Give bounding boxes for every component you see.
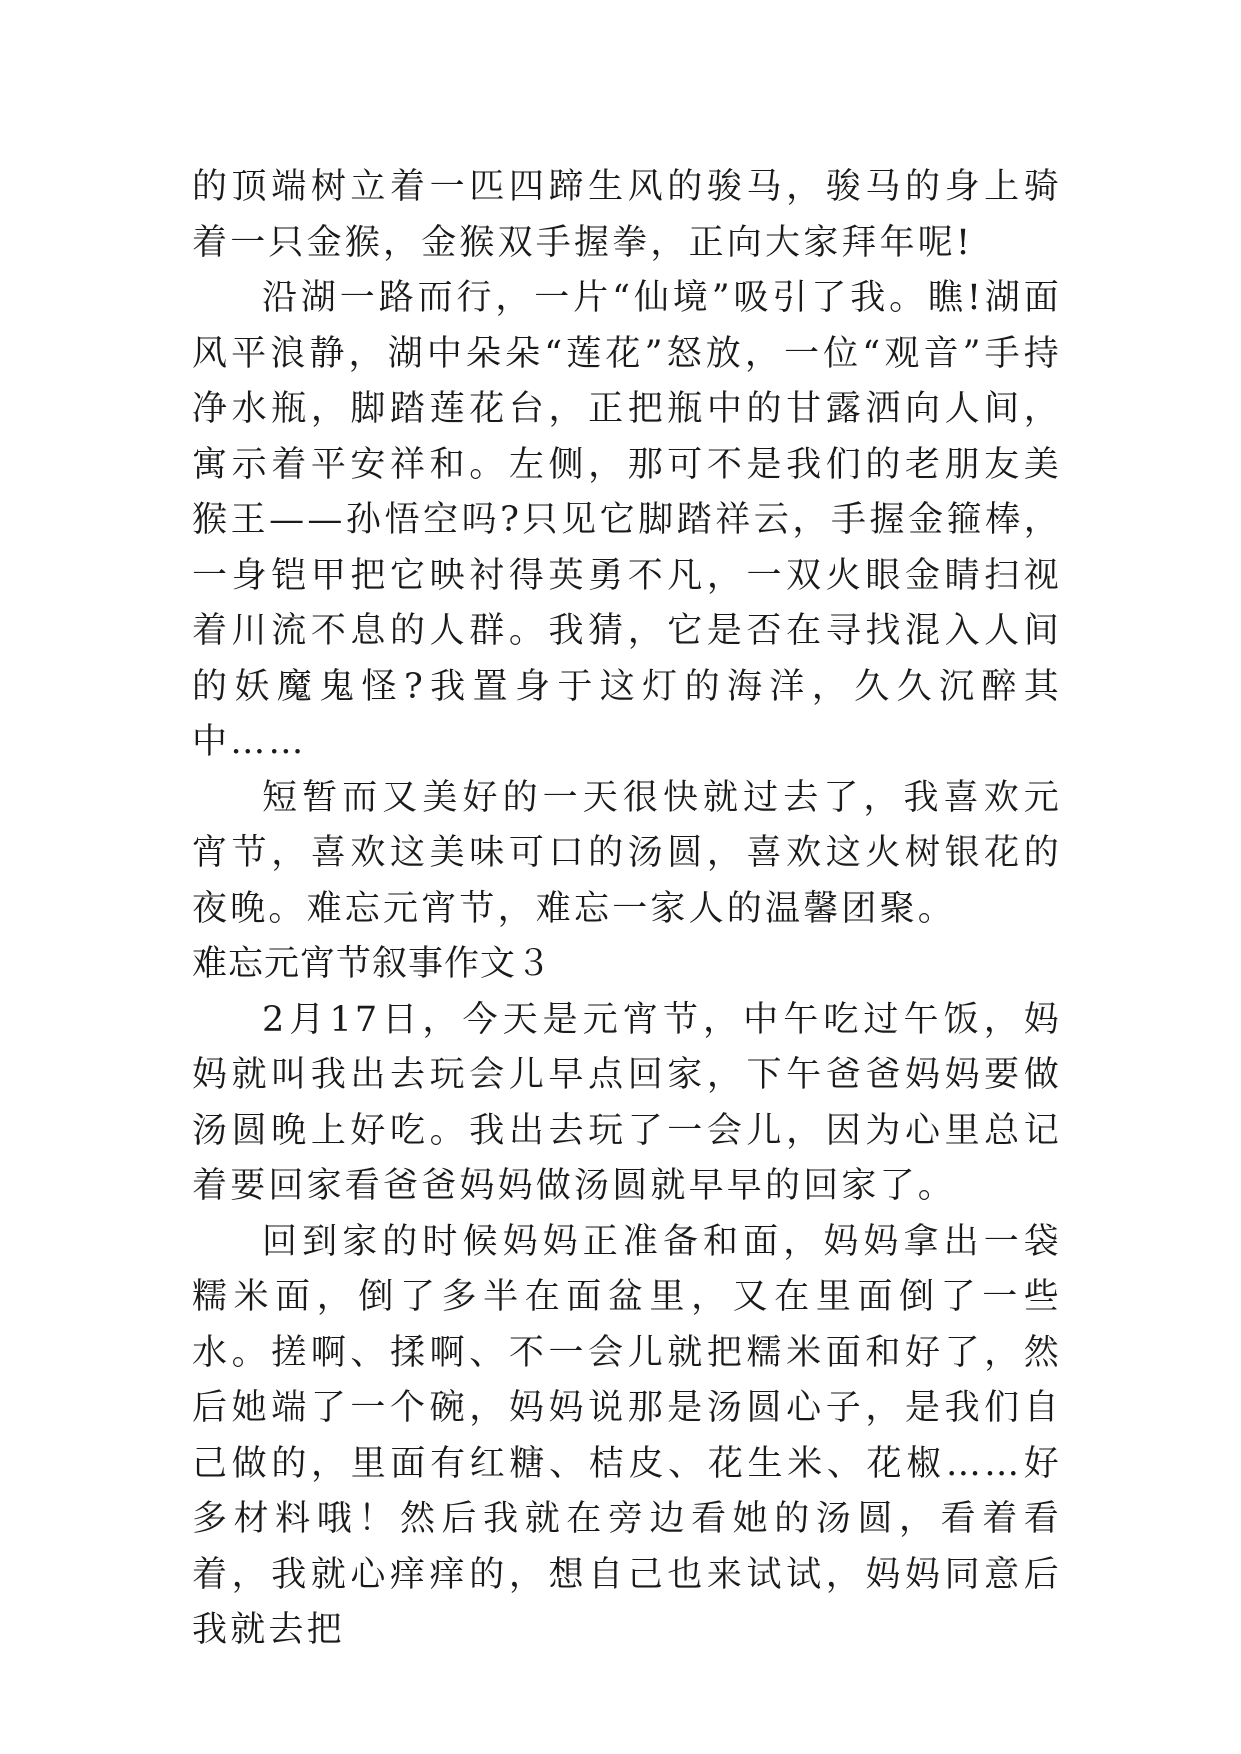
paragraph-4: 2月17日，今天是元宵节，中午吃过午饭，妈妈就叫我出去玩会儿早点回家，下午爸爸妈妈要做汤圆晚上好吃。我出去玩了一会儿，因为心里总记着要回家看爸爸妈妈做汤圆就早早的回家了。: [192, 999, 1062, 1206]
paragraph-5: 回到家的时候妈妈正准备和面，妈妈拿出一袋糯米面，倒了多半在面盆里，又在里面倒了一些水。搓啊、揉啊、不一会儿就把糯米面和好了，然后她端了一个碗，妈妈说那是汤圆心子，是我们自己做的，里面有红糖、桔皮、花生米、花椒……好多材料哦！然后我就在旁边看她的汤圆，看着看着，我就心痒痒的，想自己也来试试，妈妈同意后我就去把: [192, 1221, 1062, 1650]
document-body: [192, 160, 1062, 1659]
paragraph-3: 短暂而又美好的一天很快就过去了，我喜欢元宵节，喜欢这美味可口的汤圆，喜欢这火树银花的夜晚。难忘元宵节，难忘一家人的温馨团聚。: [192, 777, 1062, 929]
paragraph-1: 的顶端树立着一匹四蹄生风的骏马，骏马的身上骑着一只金猴，金猴双手握拳，正向大家拜年呢!: [192, 167, 1062, 263]
section-heading: 难忘元宵节叙事作文３: [192, 944, 553, 984]
paragraph-2: 沿湖一路而行，一片“仙境”吸引了我。瞧!湖面风平浪静，湖中朵朵“莲花”怒放，一位“观音”手持净水瓶，脚踏莲花台，正把瓶中的甘露洒向人间，寓示着平安祥和。左侧，那可不是我们的老朋友美猴王——孙悟空吗?只见它脚踏祥云，手握金箍棒，一身铠甲把它映衬得英勇不凡，一双火眼金睛扫视着川流不息的人群。我猜，它是否在寻找混入人间的妖魔鬼怪?我置身于这灯的海洋，久久沉醉其中……: [192, 278, 1062, 762]
